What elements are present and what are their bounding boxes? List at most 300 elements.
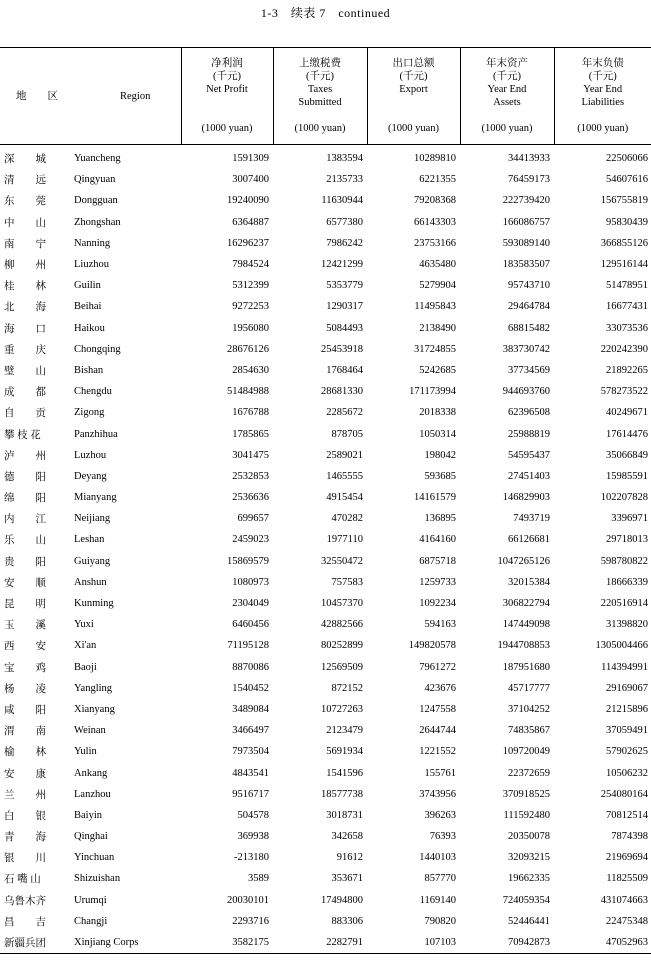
assets-cell: 66126681: [508, 534, 550, 546]
export-cell: 593685: [424, 470, 456, 482]
region-en-cell: Dongguan: [74, 195, 118, 207]
region-en-cell: Chengdu: [74, 386, 112, 398]
liabilities-cell: 47052963: [554, 932, 651, 954]
liabilities-cell: 220242390: [600, 343, 648, 355]
net-profit-cell: 71195128: [227, 640, 269, 652]
header-cn: 出口总额: [392, 58, 435, 69]
taxes-cell: 18577738: [321, 788, 363, 800]
taxes-cell: 2282791: [273, 932, 367, 954]
region-cn-cell: 清 远: [4, 175, 46, 187]
liabilities-cell: 21969694: [606, 852, 648, 864]
assets-cell: 62396508: [508, 407, 550, 419]
header-note: (1000 yuan): [387, 123, 440, 134]
header-unit: (千元): [588, 71, 617, 82]
liabilities-cell: 22506066: [606, 153, 648, 165]
taxes-cell: 7986242: [326, 237, 363, 249]
table-row: [0, 339, 651, 360]
assets-cell: 52446441: [508, 915, 550, 927]
taxes-cell: 32550472: [321, 555, 363, 567]
taxes-cell: 91612: [336, 852, 363, 864]
table-row: [0, 720, 651, 741]
liabilities-cell: 15985591: [606, 470, 648, 482]
region-en-cell: Qinghai: [74, 831, 108, 843]
assets-cell: 22372659: [508, 767, 550, 779]
region-en-cell: Zigong: [74, 407, 105, 419]
export-cell: 155761: [424, 767, 456, 779]
header-note: (1000 yuan): [577, 123, 629, 134]
region-en-cell: Panzhihua: [74, 428, 118, 440]
region-en-cell: Liuzhou: [74, 259, 109, 271]
export-cell: 423676: [424, 682, 456, 694]
liabilities-cell: 18666339: [606, 576, 648, 588]
export-header: [367, 48, 460, 145]
region-en-cell: Qingyuan: [74, 174, 116, 186]
table-row: [0, 487, 651, 508]
assets-cell: 37104252: [508, 703, 550, 715]
region-cn-cell: 北 海: [4, 302, 46, 314]
header-en: Taxes: [307, 84, 333, 95]
region-en-cell: Changji: [74, 915, 108, 927]
taxes-cell: 1541596: [326, 767, 363, 779]
export-cell: 136895: [424, 513, 456, 525]
region-cn-cell: 榆 林: [4, 747, 46, 759]
assets-cell: 25988819: [508, 428, 550, 440]
export-cell: 11495843: [414, 301, 456, 313]
table-row: [0, 360, 651, 381]
taxes-cell: 2123479: [326, 725, 363, 737]
region-cn-cell: 南 宁: [4, 238, 46, 250]
assets-cell: 29464784: [508, 301, 550, 313]
taxes-cell: 872152: [331, 682, 363, 694]
assets-cell: 222739420: [502, 195, 550, 207]
liabilities-cell: 31398820: [606, 619, 648, 631]
liabilities-cell: 21892265: [606, 364, 648, 376]
net-profit-cell: 2532853: [232, 470, 269, 482]
liabilities-cell: 431074663: [600, 894, 648, 906]
region-cn-cell: 石 嘴 山: [4, 874, 41, 886]
export-cell: 3743956: [419, 788, 456, 800]
net-profit-cell: 1785865: [232, 428, 269, 440]
export-cell: 107103: [367, 932, 460, 954]
liabilities-cell: 70812514: [606, 809, 648, 821]
net-profit-cell: 9272253: [232, 301, 269, 313]
region-cn-cell: 渭 南: [4, 726, 46, 738]
region-cn-cell: 东 莞: [4, 196, 46, 208]
region-en-cell: Zhongshan: [74, 216, 121, 228]
export-cell: 6875718: [419, 555, 456, 567]
assets-cell: 70942873: [460, 932, 554, 954]
net-profit-cell: 6364887: [232, 216, 269, 228]
header-cn: 年末负债: [581, 58, 624, 69]
export-cell: 1259733: [419, 576, 456, 588]
region-cn-cell: 乌鲁木齐: [4, 895, 46, 907]
region-en-cell: Yuxi: [74, 619, 94, 631]
table-row: [0, 762, 651, 783]
region-en-cell: Yinchuan: [74, 852, 115, 864]
region-en-cell: Guiyang: [74, 555, 111, 567]
header-unit: (千元): [399, 71, 428, 82]
net-profit-cell: 2854630: [232, 364, 269, 376]
net-profit-cell: 9516717: [232, 788, 269, 800]
export-cell: 5279904: [419, 280, 456, 292]
assets-cell: 183583507: [502, 259, 550, 271]
header-en2: Assets: [493, 97, 521, 108]
liabilities-cell: 33073536: [606, 322, 648, 334]
assets-cell: 147449098: [502, 619, 550, 631]
taxes-cell: 883306: [331, 915, 363, 927]
table-row: [0, 678, 651, 699]
net-profit-cell: 699657: [237, 513, 269, 525]
region-en-cell: Yangling: [74, 682, 113, 694]
region-en-cell: Xianyang: [74, 703, 115, 715]
taxes-cell: 2135733: [326, 174, 363, 186]
net-profit-cell: 16296237: [227, 237, 269, 249]
region-en-cell: Mianyang: [74, 492, 117, 504]
taxes-cell: 11630944: [321, 195, 363, 207]
table-row: [0, 381, 651, 402]
taxes-cell: 6577380: [326, 216, 363, 228]
table-row: [0, 190, 651, 211]
assets-cell: 7493719: [513, 513, 550, 525]
region-en-cell: Chongqing: [74, 343, 121, 355]
export-cell: 594163: [424, 619, 456, 631]
table-row: [0, 784, 651, 805]
assets-cell: 109720049: [502, 746, 550, 758]
export-cell: 23753166: [414, 237, 456, 249]
region-cn-cell: 柳 州: [4, 260, 46, 272]
liabilities-cell: 114394991: [601, 661, 648, 673]
table-body: [0, 145, 651, 954]
region-cn-cell: 贵 阳: [4, 556, 46, 568]
net-profit-cell: 2459023: [232, 534, 269, 546]
taxes-cell: 1465555: [326, 470, 363, 482]
assets-cell: 166086757: [502, 216, 550, 228]
liabilities-cell: 1305004466: [595, 640, 648, 652]
table-row: [0, 826, 651, 847]
header-cn: 年末资产: [486, 58, 528, 69]
region-en-cell: Urumqi: [74, 894, 107, 906]
net-profit-cell: 1080973: [232, 576, 269, 588]
region-en-cell: Xinjiang Corps: [64, 932, 181, 954]
liabilities-cell: 51478951: [606, 280, 648, 292]
net-profit-cell: 3041475: [232, 449, 269, 461]
table-row: [0, 233, 651, 254]
header-note: (1000 yuan): [201, 123, 253, 134]
region-cn-cell: 自 贡: [4, 408, 46, 420]
net-profit-cell: 3466497: [232, 725, 269, 737]
taxes-cell: 10727263: [321, 703, 363, 715]
net-profit-cell: 7984524: [232, 259, 269, 271]
table-row: [0, 932, 651, 954]
region-cn-cell: 璧 山: [4, 365, 46, 377]
region-en-cell: Neijiang: [74, 513, 111, 525]
region-en-cell: Kunming: [74, 598, 114, 610]
table-row: [0, 741, 651, 762]
region-cn-cell: 青 海: [4, 832, 46, 844]
export-cell: 396263: [424, 809, 456, 821]
export-cell: 66143303: [414, 216, 456, 228]
export-cell: 1050314: [419, 428, 456, 440]
liabilities-cell: 21215896: [606, 703, 648, 715]
region-cn-cell: 泸 州: [4, 450, 46, 462]
liabilities-cell: 16677431: [606, 301, 648, 313]
assets-cell: 20350078: [508, 831, 550, 843]
net-profit-cell: 2536636: [232, 492, 269, 504]
region-en-header: Region: [64, 48, 181, 145]
taxes-cell: 12569509: [321, 661, 363, 673]
region-en-cell: Leshan: [74, 534, 105, 546]
header-unit: (千元): [213, 71, 241, 82]
taxes-cell: 17494800: [321, 894, 363, 906]
export-cell: 4635480: [419, 259, 456, 271]
table-row: [0, 296, 651, 317]
liabilities-cell: 37059491: [606, 725, 648, 737]
region-en-cell: Luzhou: [74, 449, 107, 461]
assets-cell: 37734569: [508, 364, 550, 376]
table-row: [0, 423, 651, 444]
assets-cell: 19662335: [508, 873, 550, 885]
region-en-cell: Weinan: [74, 725, 106, 737]
export-cell: 2138490: [419, 322, 456, 334]
net-profit-cell: 19240090: [227, 195, 269, 207]
net-profit-cell: 4843541: [232, 767, 269, 779]
header-cn: 上缴税费: [299, 58, 341, 69]
export-cell: 1247558: [419, 703, 456, 715]
net-profit-cell: 5312399: [232, 280, 269, 292]
region-cn-cell: 西 安: [4, 641, 46, 653]
liabilities-cell: 156755819: [600, 195, 648, 207]
region-cn-cell: 昌 吉: [4, 916, 46, 928]
region-cn-cell: 兰 州: [4, 789, 46, 801]
liabilities-cell: 95830439: [606, 216, 648, 228]
region-cn-cell: 白 银: [4, 810, 46, 822]
assets-cell: 32093215: [508, 852, 550, 864]
taxes-cell: 3018731: [326, 809, 363, 821]
region-en-cell: Beihai: [74, 301, 102, 313]
table-row: [0, 911, 651, 932]
liabilities-header: [554, 48, 651, 145]
assets-cell: 34413933: [508, 153, 550, 165]
assets-cell: 27451403: [508, 470, 550, 482]
export-cell: 1169140: [419, 894, 456, 906]
net-profit-cell: 8870086: [232, 661, 269, 673]
net-profit-cell: 3589: [248, 873, 269, 885]
export-cell: 31724855: [414, 343, 456, 355]
export-cell: 171173994: [409, 386, 456, 398]
taxes-cell: 5691934: [326, 746, 363, 758]
export-cell: 7961272: [419, 661, 456, 673]
net-profit-cell: 3489084: [232, 703, 269, 715]
region-cn-cell: 宝 鸡: [4, 662, 46, 674]
assets-cell: 306822794: [502, 598, 550, 610]
table-row: [0, 699, 651, 720]
region-en-cell: Bishan: [74, 364, 104, 376]
assets-cell: 1047265126: [497, 555, 550, 567]
assets-header: [460, 48, 554, 145]
header-cn: 净利润: [211, 58, 243, 69]
assets-cell: 32015384: [508, 576, 550, 588]
liabilities-cell: 11825509: [606, 873, 648, 885]
region-cn-cell: 攀 枝 花: [4, 429, 41, 441]
net-profit-cell: 3582175: [181, 932, 273, 954]
region-cn-cell: 中 山: [4, 217, 46, 229]
liabilities-cell: 54607616: [606, 174, 648, 186]
net-profit-cell: 1591309: [232, 153, 269, 165]
taxes-cell: 1768464: [326, 364, 363, 376]
net-profit-cell: 2304049: [232, 598, 269, 610]
header-en2: Liabilities: [581, 97, 625, 108]
table-row: [0, 318, 651, 339]
export-cell: 14161579: [414, 492, 456, 504]
region-en-cell: Anshun: [74, 576, 107, 588]
liabilities-cell: 17614476: [606, 428, 648, 440]
region-cn-cell: 乐 山: [4, 535, 46, 547]
region-cn-cell: 桂 林: [4, 281, 46, 293]
header-en: Export: [399, 84, 428, 95]
liabilities-cell: 220516914: [600, 598, 648, 610]
assets-cell: 74835867: [508, 725, 550, 737]
header-en2: Submitted: [298, 97, 342, 108]
region-en-cell: Baiyin: [74, 809, 102, 821]
assets-cell: 146829903: [502, 492, 550, 504]
region-en-cell: Shizuishan: [74, 873, 121, 885]
assets-cell: 95743710: [508, 280, 550, 292]
table-row: [0, 529, 651, 550]
taxes-cell: 1290317: [326, 301, 363, 313]
region-en-cell: Lanzhou: [74, 788, 111, 800]
assets-cell: 45717777: [508, 682, 550, 694]
assets-cell: 383730742: [502, 343, 550, 355]
net-profit-cell: 6460456: [232, 619, 269, 631]
header-row: [0, 48, 651, 145]
taxes-cell: 5353779: [326, 280, 363, 292]
liabilities-cell: 598780822: [600, 555, 648, 567]
table-row: [0, 551, 651, 572]
taxes-header: [273, 48, 367, 145]
taxes-cell: 28681330: [321, 386, 363, 398]
region-cn-cell: 深 城: [4, 154, 46, 166]
region-en-cell: Yulin: [74, 746, 97, 758]
table-row: [0, 572, 651, 593]
table-row: [0, 508, 651, 529]
region-en-cell: Xi'an: [74, 640, 97, 652]
liabilities-cell: 29718013: [606, 534, 648, 546]
taxes-cell: 10457370: [321, 598, 363, 610]
net-profit-cell: 15869579: [227, 555, 269, 567]
region-cn-cell: 安 康: [4, 768, 46, 780]
table-row: [0, 275, 651, 296]
net-profit-cell: 369938: [237, 831, 269, 843]
export-cell: 1440103: [419, 852, 456, 864]
export-cell: 1221552: [419, 746, 456, 758]
region-cn-cell: 杨 凌: [4, 683, 46, 695]
liabilities-cell: 22475348: [606, 915, 648, 927]
table-row: [0, 466, 651, 487]
header-unit: (千元): [493, 71, 521, 82]
header-note: (1000 yuan): [481, 123, 533, 134]
table-row: [0, 212, 651, 233]
table-row: [0, 868, 651, 889]
region-en-cell: Nanning: [74, 237, 111, 249]
taxes-cell: 470282: [331, 513, 363, 525]
header-unit: (千元): [306, 71, 334, 82]
region-en-cell: Baoji: [74, 661, 97, 673]
region-cn-cell: 昆 明: [4, 599, 46, 611]
net-profit-cell: 2293716: [232, 915, 269, 927]
table-row: [0, 145, 651, 170]
assets-cell: 54595437: [508, 449, 550, 461]
region-cn-cell: 新疆兵团: [0, 932, 64, 954]
export-cell: 5242685: [419, 364, 456, 376]
taxes-cell: 12421299: [321, 259, 363, 271]
table-row: [0, 169, 651, 190]
liabilities-cell: 40249671: [606, 407, 648, 419]
region-en-cell: Haikou: [74, 322, 105, 334]
table-row: [0, 445, 651, 466]
export-cell: 1092234: [419, 598, 456, 610]
liabilities-cell: 10506232: [606, 767, 648, 779]
assets-cell: 187951680: [502, 661, 550, 673]
taxes-cell: 1383594: [326, 153, 363, 165]
table-row: [0, 402, 651, 423]
export-cell: 79208368: [414, 195, 456, 207]
region-en-cell: Ankang: [74, 767, 108, 779]
export-cell: 857770: [424, 873, 456, 885]
taxes-cell: 2589021: [326, 449, 363, 461]
export-cell: 6221355: [419, 174, 456, 186]
export-cell: 76393: [429, 831, 456, 843]
taxes-cell: 878705: [331, 428, 363, 440]
region-cn-cell: 安 顺: [4, 577, 46, 589]
export-cell: 10289810: [414, 153, 456, 165]
liabilities-cell: 129516144: [600, 259, 648, 271]
assets-cell: 370918525: [502, 788, 550, 800]
liabilities-cell: 57902625: [606, 746, 648, 758]
region-cn-cell: 玉 溪: [4, 620, 46, 632]
region-cn-cell: 成 都: [4, 387, 46, 399]
region-cn-header: 地 区: [0, 48, 64, 145]
region-en-cell: Yuancheng: [74, 153, 121, 165]
region-cn-cell: 内 江: [4, 514, 46, 526]
taxes-cell: 1977110: [326, 534, 363, 546]
net-profit-cell: 1540452: [232, 682, 269, 694]
taxes-cell: 42882566: [321, 619, 363, 631]
region-en-cell: Deyang: [74, 470, 107, 482]
taxes-cell: 353671: [331, 873, 363, 885]
region-cn-cell: 银 川: [4, 853, 46, 865]
export-cell: 790820: [424, 915, 456, 927]
table-row: [0, 614, 651, 635]
liabilities-cell: 102207828: [600, 492, 648, 504]
net-profit-cell: 3007400: [232, 174, 269, 186]
header-en: Year End: [487, 84, 527, 95]
header-en: Year End: [583, 84, 623, 95]
export-cell: 2018338: [419, 407, 456, 419]
table-row: [0, 657, 651, 678]
liabilities-cell: 578273522: [600, 386, 648, 398]
assets-cell: 724059354: [502, 894, 550, 906]
export-cell: 4164160: [419, 534, 456, 546]
net-profit-cell: 51484988: [227, 386, 269, 398]
net-profit-cell: 28676126: [227, 343, 269, 355]
taxes-cell: 4915454: [326, 492, 363, 504]
liabilities-cell: 29169067: [606, 682, 648, 694]
net-profit-cell: -213180: [234, 852, 269, 864]
taxes-cell: 25453918: [321, 343, 363, 355]
net-profit-cell: 504578: [237, 809, 269, 821]
region-cn-cell: 绵 阳: [4, 493, 46, 505]
liabilities-cell: 7874398: [611, 831, 648, 843]
